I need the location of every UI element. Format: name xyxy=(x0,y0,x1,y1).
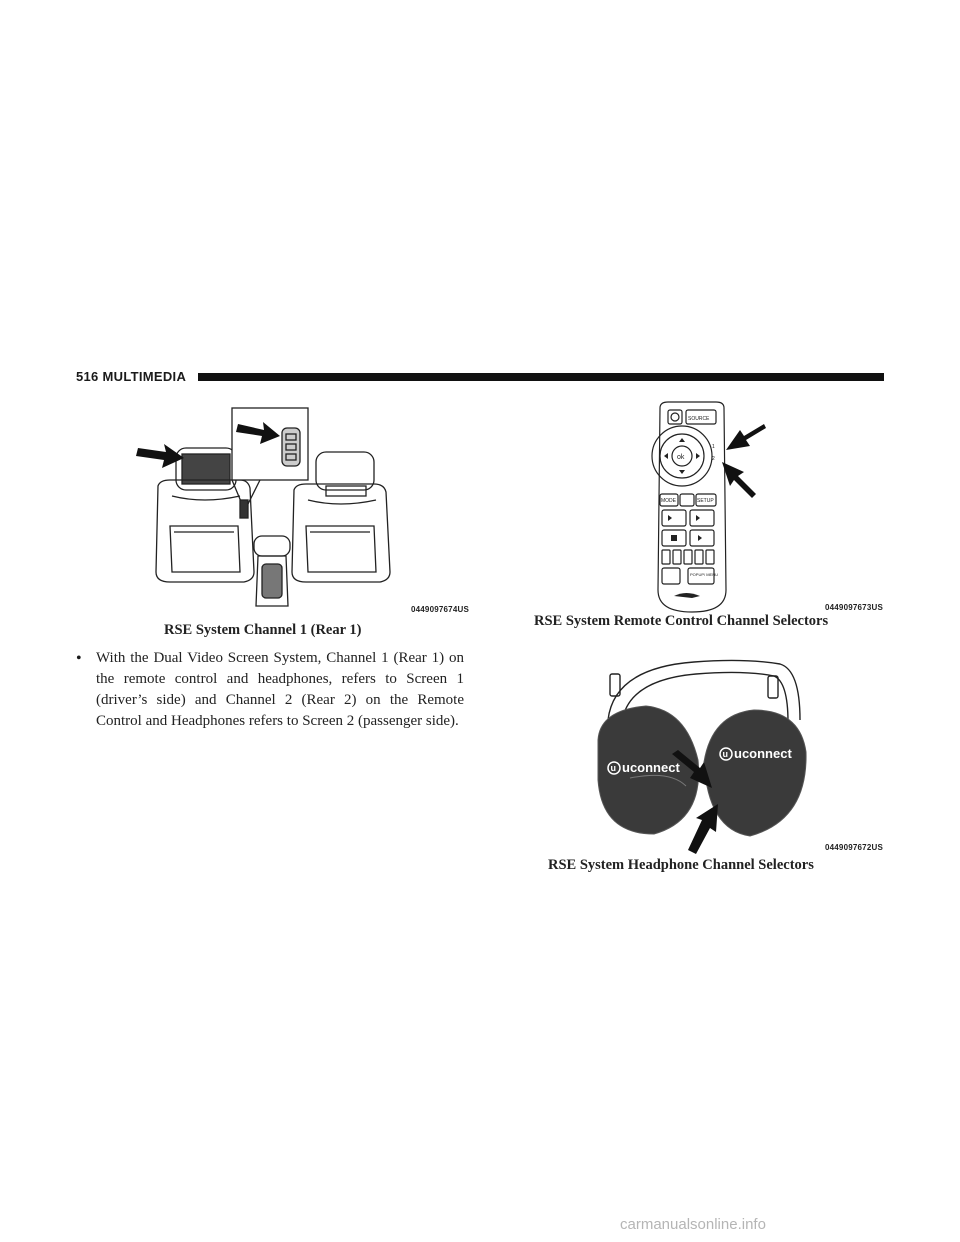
remote-setup-label: SETUP xyxy=(697,498,714,504)
rear-seats-illustration xyxy=(130,404,470,616)
bullet-symbol: • xyxy=(76,650,82,667)
figure-code: 0449097673US xyxy=(824,603,883,612)
right-ear-brand: uconnect xyxy=(734,746,792,761)
figure-caption: RSE System Channel 1 (Rear 1) xyxy=(164,622,362,638)
remote-mode-label: MODE xyxy=(661,498,676,504)
header-rule xyxy=(198,373,884,381)
headphones-illustration xyxy=(594,650,884,854)
figure-rear-seats xyxy=(130,404,470,616)
page-title: 516 MULTIMEDIA xyxy=(76,369,187,384)
bullet-text: With the Dual Video Screen System, Channel 1 (Rear 1) on the remote control and headphones, refers to Screen 1 (driver’s side) and Channel 2 (Rear 2) on the Remote Control and Headphones refers to Screen 2 (passenger side). xyxy=(96,650,464,729)
remote-ok-label: ok xyxy=(677,454,685,461)
page-header xyxy=(76,369,884,385)
figure-remote-control xyxy=(646,400,884,614)
figure-code: 0449097672US xyxy=(824,843,883,852)
watermark: carmanualsonline.info xyxy=(620,1216,766,1233)
remote-popup-label: POPUP/ MENU xyxy=(690,572,719,577)
left-ear-brand: uconnect xyxy=(622,760,680,775)
figure-code: 0449097674US xyxy=(410,605,469,614)
figure-caption: RSE System Headphone Channel Selectors xyxy=(548,857,814,873)
bullet-paragraph xyxy=(76,648,464,732)
remote-channel-1: 1 xyxy=(712,444,715,450)
remote-control-illustration xyxy=(646,400,884,614)
figure-headphones xyxy=(594,650,884,854)
remote-channel-2: 2 xyxy=(712,456,715,462)
left-ear-logo-letter: u xyxy=(610,763,616,773)
remote-source-label: SOURCE xyxy=(688,416,710,422)
right-ear-logo-letter: u xyxy=(722,749,728,759)
figure-caption: RSE System Remote Control Channel Selectors xyxy=(534,613,829,629)
